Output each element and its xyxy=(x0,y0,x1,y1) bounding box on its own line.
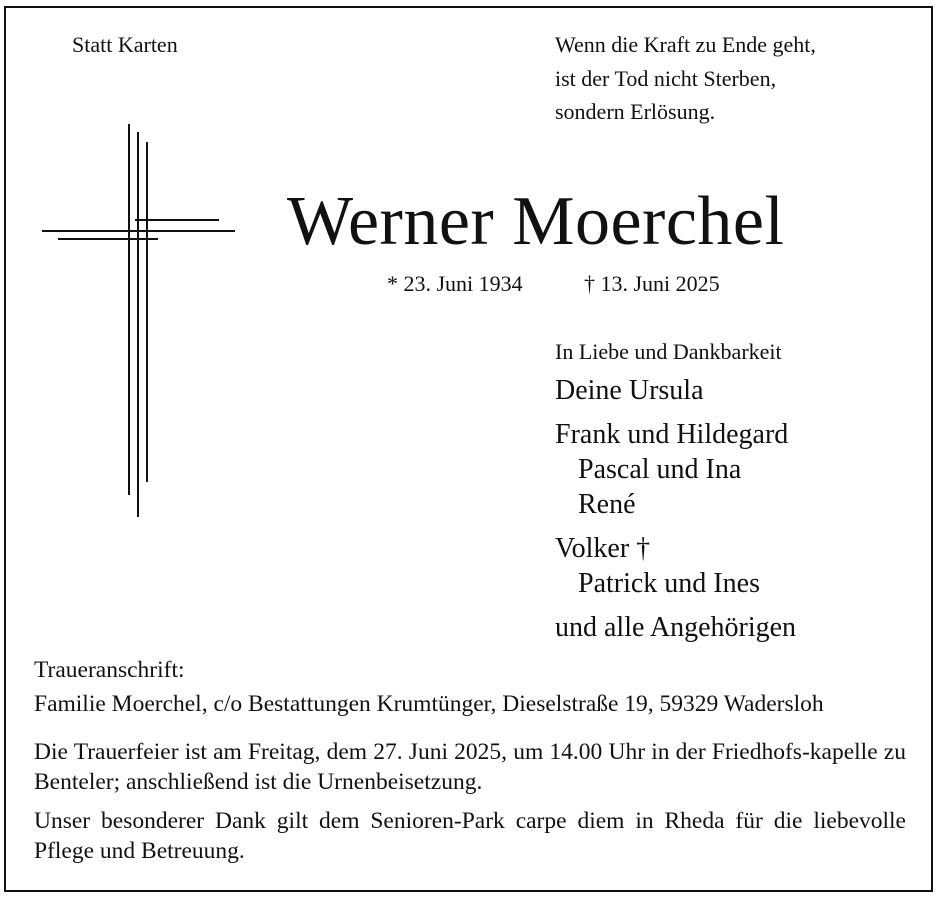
birth-date: * 23. Juni 1934 xyxy=(387,271,523,296)
mourner-line: Pascal und Ina xyxy=(578,454,742,485)
statt-karten-note: Statt Karten xyxy=(72,32,178,57)
mourner-line: Deine Ursula xyxy=(555,375,704,406)
quote-line-1: Wenn die Kraft zu Ende geht, xyxy=(555,32,816,57)
address-text: Familie Moerchel, c/o Bestattungen Krumtünger, Dieselstraße 19, 59329 Wadersloh xyxy=(34,691,824,717)
quote-line-2: ist der Tod nicht Sterben, xyxy=(555,66,777,91)
deceased-name: Werner Moerchel xyxy=(287,183,785,260)
mourner-line: Volker † xyxy=(555,533,651,564)
thanks-text: Unser besonderer Dank gilt dem Senioren-Park carpe diem in Rheda für die liebevolle Pflege und Betreuung. xyxy=(34,808,906,864)
mourner-line: René xyxy=(578,489,636,520)
mourner-line: Patrick und Ines xyxy=(578,568,760,599)
service-text: Die Trauerfeier ist am Freitag, dem 27. Juni 2025, um 14.00 Uhr in der Friedhofs-kapelle zu Benteler; anschließend ist die Urnenbeisetzung. xyxy=(34,739,906,795)
address-label: Traueranschrift: xyxy=(34,657,185,683)
mourners-intro: In Liebe und Dankbarkeit xyxy=(555,339,782,364)
death-date: † 13. Juni 2025 xyxy=(584,271,720,296)
quote-line-3: sondern Erlösung. xyxy=(555,99,716,124)
mourner-line: und alle Angehörigen xyxy=(555,612,797,643)
mourner-line: Frank und Hildegard xyxy=(555,419,789,450)
